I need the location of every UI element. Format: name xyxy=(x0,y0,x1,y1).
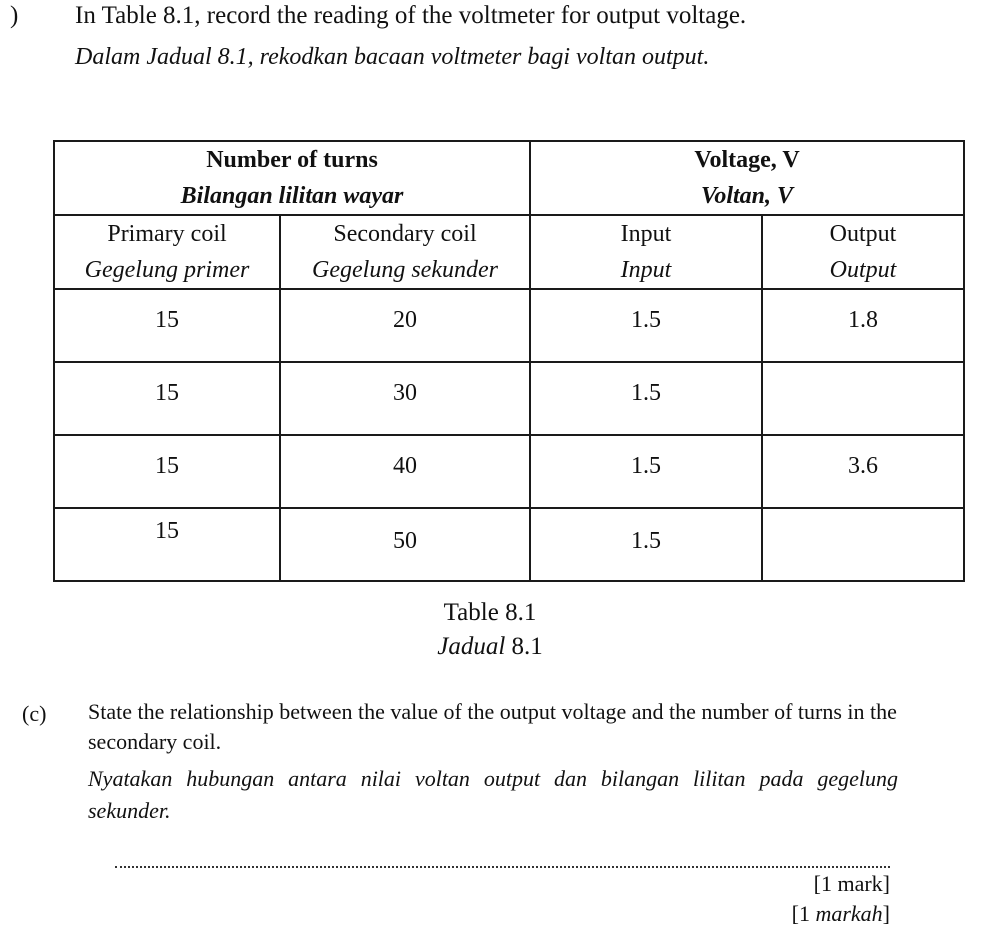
part-c-marker: (c) xyxy=(22,701,47,726)
table-row xyxy=(54,289,964,362)
table-row xyxy=(54,435,964,508)
cell-output[interactable]: 1.8 xyxy=(762,289,964,362)
marks-en: [1 mark] xyxy=(813,871,890,896)
marks-ms: [1 markah] xyxy=(791,901,890,926)
cell-output[interactable] xyxy=(762,362,964,435)
cell-output[interactable]: 3.6 xyxy=(762,435,964,508)
part-c-text-ms: Nyatakan hubungan antara nilai voltan output dan bilangan lilitan pada gegelung sekunder. xyxy=(88,766,898,823)
group-header-ms: Voltan, V xyxy=(700,183,794,209)
cell-input: 1.5 xyxy=(530,289,762,362)
group-header-en: Number of turns xyxy=(206,147,378,173)
cell-input: 1.5 xyxy=(530,362,762,435)
answer-line[interactable] xyxy=(115,866,890,868)
column-header-ms: Gegelung sekunder xyxy=(312,257,498,283)
column-header-en: Primary coil xyxy=(107,221,227,247)
cell-primary: 15 xyxy=(54,508,280,581)
table-row xyxy=(54,508,964,581)
column-header-output xyxy=(762,215,964,289)
question-text-en: In Table 8.1, record the reading of the voltmeter for output voltage. xyxy=(75,2,747,29)
column-header-en: Input xyxy=(620,221,672,247)
cell-output[interactable] xyxy=(762,508,964,581)
group-header-voltage xyxy=(530,141,964,215)
cell-primary: 15 xyxy=(54,435,280,508)
table-caption xyxy=(0,596,980,664)
caption-ms: Jadual 8.1 xyxy=(437,633,543,660)
cell-input: 1.5 xyxy=(530,435,762,508)
cell-secondary: 50 xyxy=(280,508,530,581)
table-row xyxy=(54,362,964,435)
column-header-en: Output xyxy=(829,221,897,247)
part-c-text-en: State the relationship between the value of the output voltage and the number of turns in the secondary coil. xyxy=(88,699,897,754)
group-header-turns xyxy=(54,141,530,215)
column-header-ms: Input xyxy=(620,257,672,283)
cell-secondary: 40 xyxy=(280,435,530,508)
caption-en: Table 8.1 xyxy=(443,599,537,626)
column-header-en: Secondary coil xyxy=(333,221,477,247)
column-header-primary xyxy=(54,215,280,289)
voltage-table xyxy=(53,140,965,582)
cell-primary: 15 xyxy=(54,289,280,362)
column-header-ms: Gegelung primer xyxy=(84,257,250,283)
cell-secondary: 30 xyxy=(280,362,530,435)
group-header-en: Voltage, V xyxy=(694,147,800,173)
cell-input: 1.5 xyxy=(530,508,762,581)
column-header-ms: Output xyxy=(829,257,897,283)
column-header-secondary xyxy=(280,215,530,289)
question-marker: ) xyxy=(10,2,19,29)
cell-primary: 15 xyxy=(54,362,280,435)
cell-secondary: 20 xyxy=(280,289,530,362)
group-header-ms: Bilangan lilitan wayar xyxy=(180,183,404,209)
question-text-ms: Dalam Jadual 8.1, rekodkan bacaan voltmeter bagi voltan output. xyxy=(75,44,710,70)
column-header-input xyxy=(530,215,762,289)
